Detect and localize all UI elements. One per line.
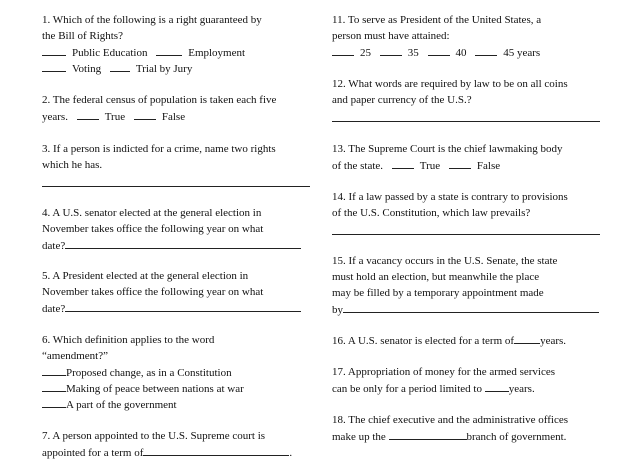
question-text: “amendment?” [42, 350, 108, 362]
question-text: and paper currency of the U.S.? [332, 94, 472, 106]
choice-label: False [161, 111, 186, 123]
question-text: date? [42, 240, 66, 252]
question-text: 15. If a vacancy occurs in the U.S. Senate, the state [332, 255, 558, 267]
answer-blank[interactable] [42, 44, 66, 56]
question-text: years. [540, 335, 567, 347]
option-label: Making of peace between nations at war [66, 383, 244, 395]
question-text: by [332, 304, 343, 316]
question-15 [332, 253, 604, 317]
question-text: date? [42, 303, 66, 315]
question-text: 12. What words are required by law to be on all coins [332, 78, 568, 90]
question-text: November takes office the following year on what [42, 286, 264, 298]
answer-blank[interactable] [514, 332, 540, 344]
question-text: 17. Appropriation of money for the armed services [332, 366, 555, 378]
answer-blank[interactable] [380, 44, 402, 56]
option-label: Proposed change, as in a Constitution [66, 367, 232, 379]
answer-blank[interactable] [428, 44, 450, 56]
question-text: 14. If a law passed by a state is contrary to provisions [332, 191, 568, 203]
question-text: of the state. [332, 160, 384, 172]
question-7 [42, 428, 314, 460]
question-text: 7. A person appointed to the U.S. Supreme court is [42, 430, 266, 442]
option-label: Public Education [72, 47, 148, 59]
question-text: of the U.S. Constitution, which law prevails? [332, 207, 531, 219]
question-text: person must have attained: [332, 30, 450, 42]
question-text: 3. If a person is indicted for a crime, name two rights [42, 143, 276, 155]
question-text: which he has. [42, 159, 103, 171]
answer-blank[interactable] [65, 300, 301, 312]
question-12 [332, 76, 604, 122]
answer-line[interactable] [332, 121, 600, 122]
question-18 [332, 412, 604, 444]
option-label: Voting [72, 63, 102, 75]
question-text: 5. A President elected at the general election in [42, 270, 249, 282]
answer-blank[interactable] [42, 364, 66, 376]
question-17 [332, 364, 604, 396]
choice-label: True [104, 111, 126, 123]
question-text: 4. A U.S. senator elected at the general election in [42, 207, 262, 219]
question-text: 13. The Supreme Court is the chief lawmaking body [332, 143, 563, 155]
choice-label: True [419, 160, 441, 172]
end-mark: . [289, 447, 293, 459]
question-text: 2. The federal census of population is taken each five [42, 94, 277, 106]
question-text: 16. A U.S. senator is elected for a term of [332, 335, 515, 347]
option-label: A part of the government [66, 399, 177, 411]
answer-blank[interactable] [143, 444, 289, 456]
answer-blank[interactable] [110, 60, 130, 72]
answer-blank[interactable] [343, 301, 599, 313]
question-16 [332, 332, 604, 348]
answer-blank[interactable] [475, 44, 497, 56]
question-2 [42, 92, 314, 124]
question-text: 1. Which of the following is a right guaranteed by [42, 14, 262, 26]
question-text: may be filled by a temporary appointment made [332, 287, 544, 299]
age-option: 45 years [503, 47, 541, 59]
answer-blank[interactable] [42, 396, 66, 408]
age-option: 25 [360, 47, 371, 59]
question-text: the Bill of Rights? [42, 30, 123, 42]
question-text: make up the [332, 431, 386, 443]
option-label: Trial by Jury [135, 63, 193, 75]
question-1 [42, 12, 314, 76]
question-text: November takes office the following year on what [42, 223, 264, 235]
question-11 [332, 12, 604, 60]
answer-blank[interactable] [485, 380, 509, 392]
question-text: branch of government. [466, 431, 567, 443]
question-text: appointed for a term of [42, 447, 144, 459]
answer-line[interactable] [42, 186, 310, 187]
answer-blank[interactable] [77, 108, 99, 120]
age-option: 35 [407, 47, 419, 59]
answer-blank[interactable] [156, 44, 182, 56]
question-4 [42, 205, 314, 253]
question-text: years. [42, 111, 68, 123]
question-text: years. [508, 383, 535, 395]
question-13 [332, 141, 604, 173]
answer-line[interactable] [332, 234, 600, 235]
answer-blank[interactable] [449, 157, 471, 169]
answer-blank[interactable] [65, 237, 301, 249]
question-text: 6. Which definition applies to the word [42, 334, 215, 346]
answer-blank[interactable] [42, 380, 66, 392]
choice-label: False [476, 160, 501, 172]
age-option: 40 [455, 47, 467, 59]
question-6 [42, 332, 314, 412]
question-text: 18. The chief executive and the administrative offices [332, 414, 569, 426]
question-14 [332, 189, 604, 235]
answer-blank[interactable] [392, 157, 414, 169]
answer-blank[interactable] [332, 44, 354, 56]
question-text: must hold an election, but meanwhile the place [332, 271, 540, 283]
question-text: can be only for a period limited to [332, 383, 482, 395]
question-5 [42, 268, 314, 316]
answer-blank[interactable] [42, 60, 66, 72]
question-text: 11. To serve as President of the United States, a [332, 14, 542, 26]
question-3 [42, 141, 314, 187]
answer-blank[interactable] [389, 428, 467, 440]
answer-blank[interactable] [134, 108, 156, 120]
option-label: Employment [188, 47, 246, 59]
